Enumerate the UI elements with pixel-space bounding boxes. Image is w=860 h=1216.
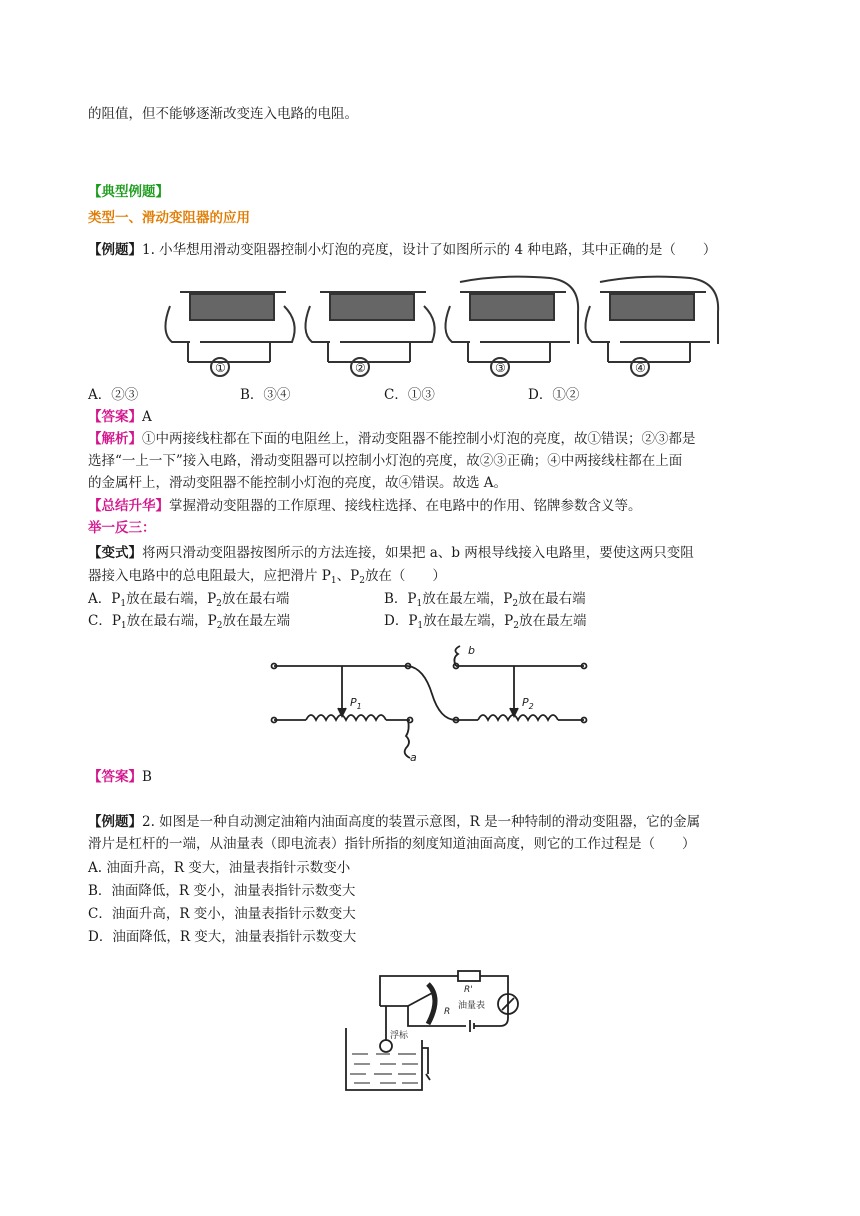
label-r: R xyxy=(444,1007,451,1017)
example1-question-text: 1. 小华想用滑动变阻器控制小灯泡的亮度，设计了如图所示的 4 种电路，其中正确的是（ ） xyxy=(142,242,717,258)
circuit-3 xyxy=(445,277,578,376)
ex2-option-a: A. 油面升高，R 变大，油量表指针示数变小 xyxy=(88,860,351,876)
oil-gauge-figure xyxy=(340,968,526,1098)
variant-text-2b: 、P xyxy=(336,568,360,584)
type1-heading: 类型一、滑动变阻器的应用 xyxy=(88,210,250,226)
ex1-summary-tag: 【总结升华】 xyxy=(88,498,169,514)
ex1-option-c: C．①③ xyxy=(384,387,435,403)
ex1-answer-value: A xyxy=(142,409,152,425)
example1-question xyxy=(88,240,716,260)
intro-tail-text: 的阻值，但不能够逐渐改变连入电路的电阻。 xyxy=(88,106,358,122)
variant-option-d: D．$P_1$放在最左端，$P_2$放在最左端 xyxy=(384,613,587,631)
ex2-option-c: C．油面升高，R 变小，油量表指针示数变大 xyxy=(88,906,356,922)
label-float: 浮标 xyxy=(390,1031,409,1041)
variant-line-1 xyxy=(88,543,694,563)
variant-text-1: 将两只滑动变阻器按图所示的方法连接，如果把 a、b 两根导线接入电路里，要使这两只变阻 xyxy=(142,545,694,561)
circuit-1 xyxy=(165,292,294,376)
label-meter: 油量表 xyxy=(458,1001,486,1011)
example2-text-1: 2. 如图是一种自动测定油箱内油面高度的装置示意图，R 是一种特制的滑动变阻器，它的金属 xyxy=(142,814,701,830)
label-a: a xyxy=(410,751,417,764)
circuit-2 xyxy=(305,292,434,376)
ex2-option-b: B．油面降低，R 变小，油量表指针示数变大 xyxy=(88,883,356,899)
label-r-prime: R' xyxy=(464,985,473,995)
practice-heading: 举一反三： xyxy=(88,520,156,536)
example2-tag: 【例题】 xyxy=(88,814,142,830)
variant-answer xyxy=(88,767,152,787)
ex1-summary xyxy=(88,496,642,516)
circuit-4 xyxy=(585,277,718,376)
variant-answer-value: B xyxy=(142,769,152,785)
variant-line-2 xyxy=(88,566,446,591)
variant-sub-1: 1 xyxy=(330,576,337,586)
ex1-analysis-line-2: 选择“一上一下”接入电路，滑动变阻器可以控制小灯泡的亮度，故②③正确；④中两接线柱都在上面 xyxy=(88,453,683,469)
ex1-summary-text: 掌握滑动变阻器的工作原理、接线柱选择、在电路中的作用、铭牌参数含义等。 xyxy=(169,498,642,514)
variant-option-a: A．$P_1$放在最右端，$P_2$放在最右端 xyxy=(88,591,290,609)
variant-answer-tag: 【答案】 xyxy=(88,769,142,785)
variant-tag: 【变式】 xyxy=(88,545,142,561)
example1-tag: 【例题】 xyxy=(88,242,142,258)
ex1-option-b: B．③④ xyxy=(240,387,291,403)
ex1-analysis-text-1: ①中两接线柱都在下面的电阻丝上，滑动变阻器不能控制小灯泡的亮度，故①错误；②③都是 xyxy=(142,431,696,447)
ex2-option-d: D．油面降低，R 变大，油量表指针示数变大 xyxy=(88,929,357,945)
ex1-option-d: D．①② xyxy=(528,387,580,403)
variant-option-c: C．$P_1$放在最右端，$P_2$放在最左端 xyxy=(88,613,290,631)
variant-option-b: B．$P_1$放在最左端，$P_2$放在最右端 xyxy=(384,591,586,609)
ex1-analysis-tag: 【解析】 xyxy=(88,431,142,447)
variant-text-2c: 放在（ ） xyxy=(364,568,446,584)
two-rheostats-figure xyxy=(268,640,598,765)
example2-line-1 xyxy=(88,812,700,832)
circuit-label-2: ② xyxy=(355,361,366,375)
rheostat-circuits-figure xyxy=(160,272,720,384)
circuit-label-4: ④ xyxy=(635,361,646,375)
label-p2: $P_2$ xyxy=(522,696,534,711)
circuit-label-3: ③ xyxy=(495,361,506,375)
circuit-label-1: ① xyxy=(215,361,226,375)
ex1-answer xyxy=(88,407,152,427)
variant-sub-2: 2 xyxy=(359,576,365,586)
section-heading: 【典型例题】 xyxy=(88,184,169,200)
variant-text-2a: 器接入电路中的总电阻最大，应把滑片 P xyxy=(88,568,331,584)
label-b: b xyxy=(468,644,475,657)
ex1-answer-tag: 【答案】 xyxy=(88,409,142,425)
ex1-analysis-line-1 xyxy=(88,429,696,449)
example2-line-2: 滑片是杠杆的一端，从油量表（即电流表）指针所指的刻度知道油面高度，则它的工作过程是（ ） xyxy=(88,836,696,852)
label-p1: $P_1$ xyxy=(350,696,362,711)
ex1-option-a: A．②③ xyxy=(88,387,139,403)
ex1-analysis-line-3: 的金属杆上，滑动变阻器不能控制小灯泡的亮度，故④错误。故选 A。 xyxy=(88,475,508,491)
